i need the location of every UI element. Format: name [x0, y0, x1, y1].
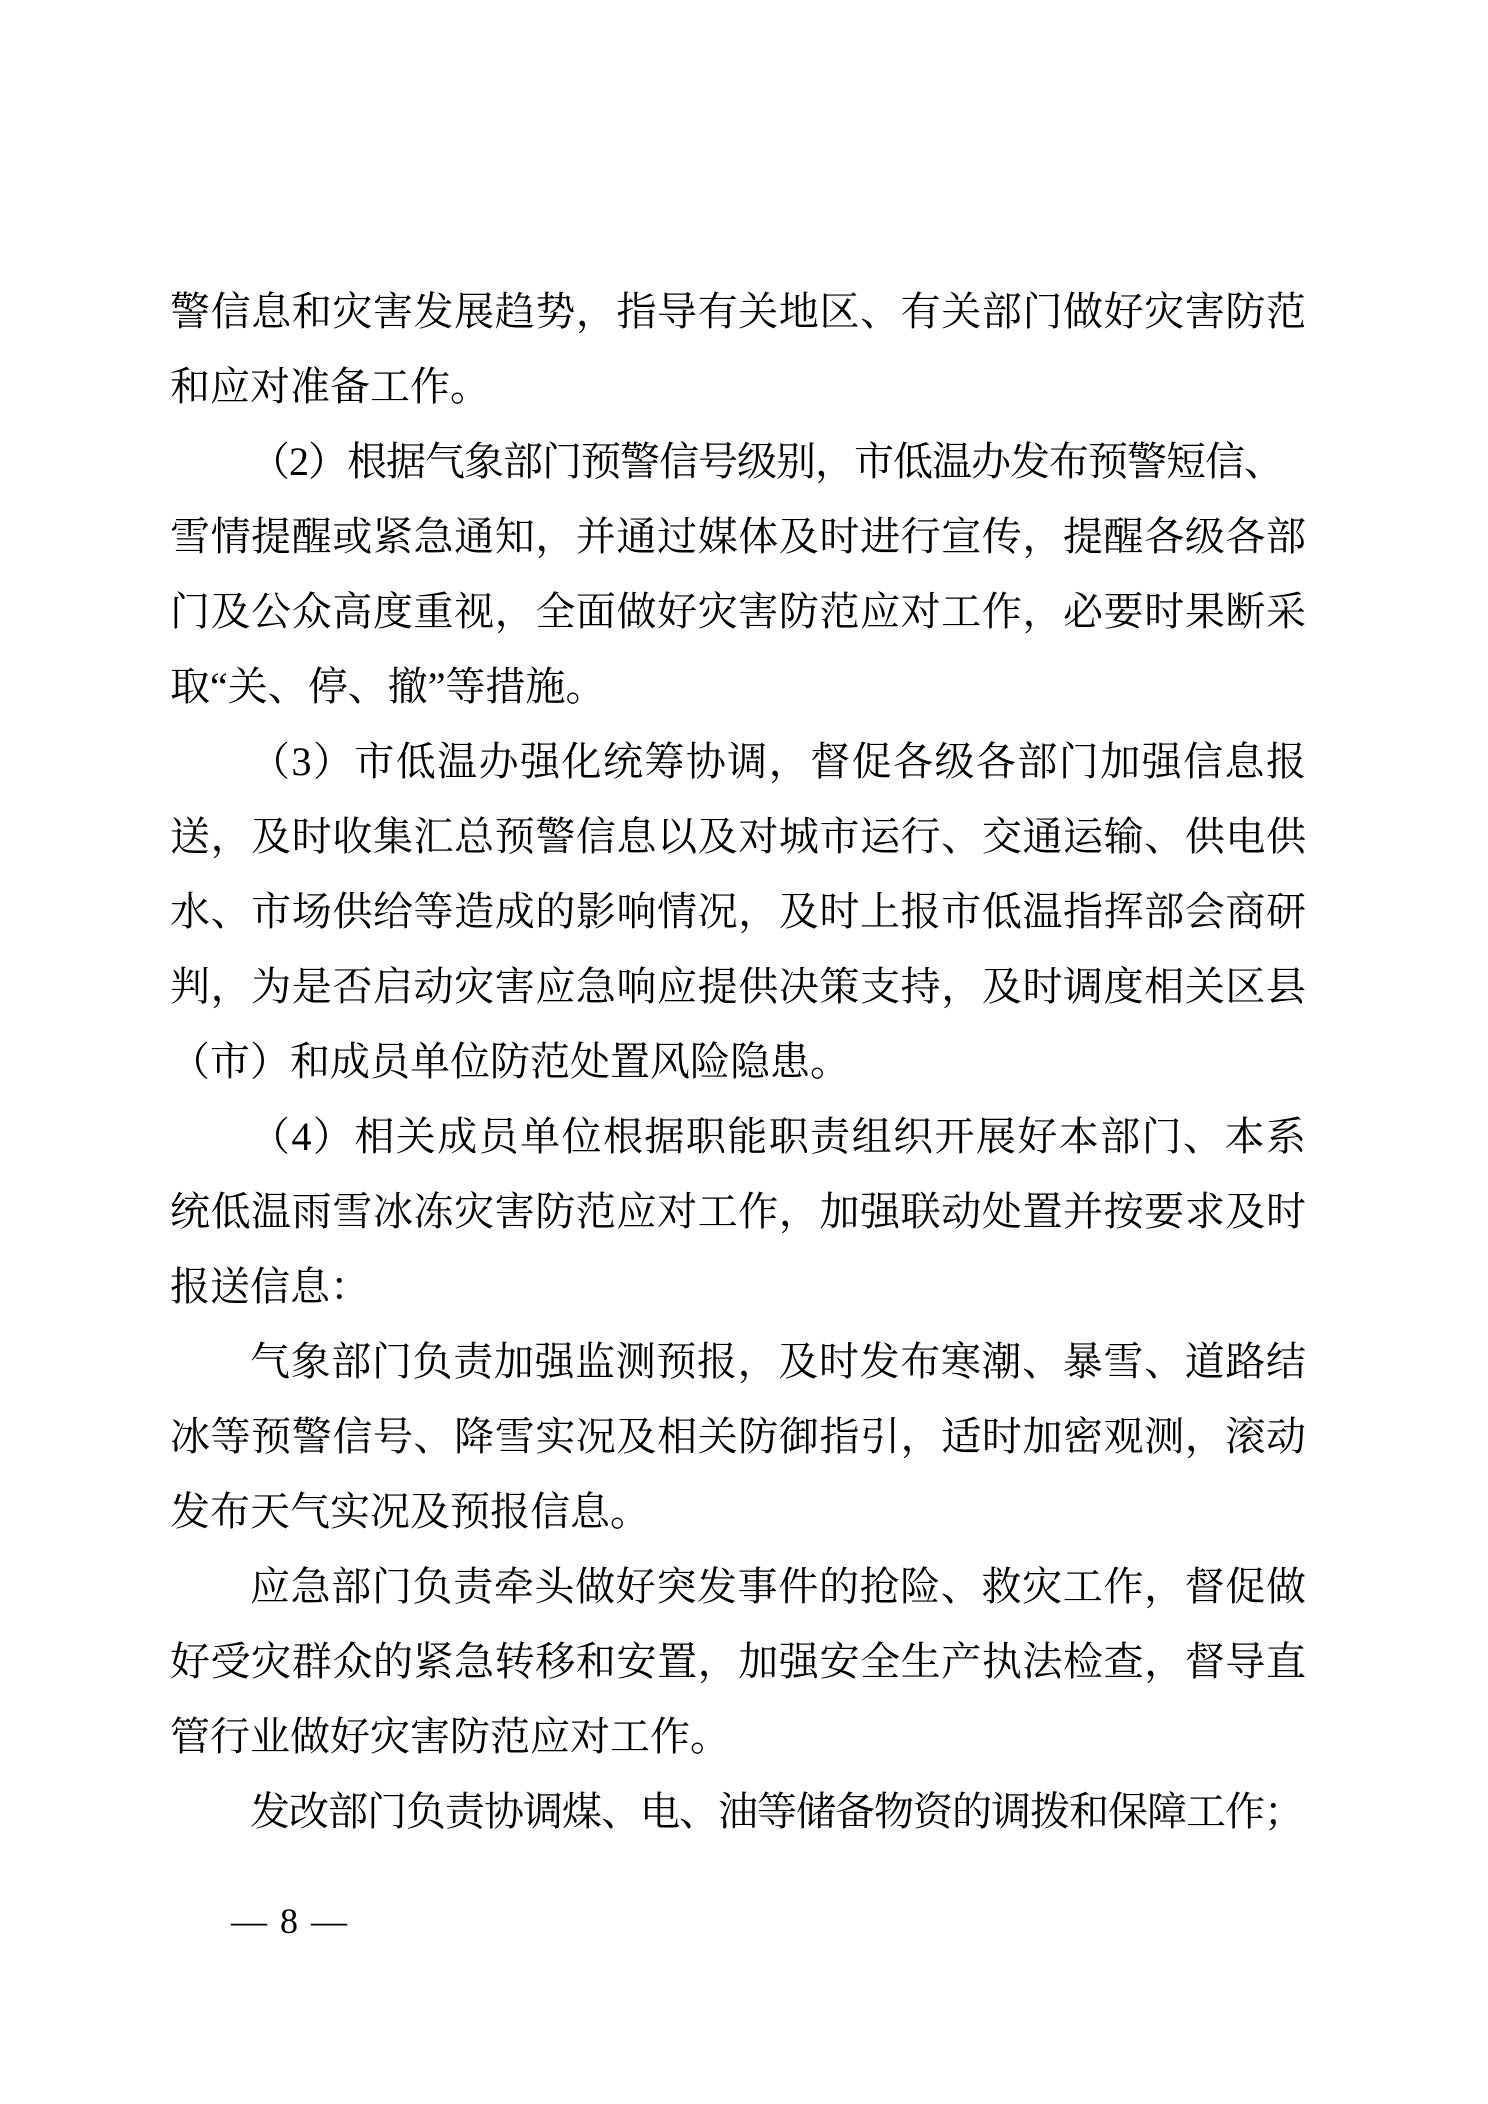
text-line: 取“关、停、撤”等措施。	[170, 664, 606, 709]
text-line: 发布天气实况及预报信息。	[170, 1489, 650, 1534]
text-line: 管行业做好灾害防范应对工作。	[170, 1714, 730, 1759]
text-line: 冰等预警信号、降雪实况及相关防御指引，适时加密观测，滚动	[170, 1414, 1306, 1459]
text-line: （2）根据气象部门预警信号级别，市低温办发布预警短信、	[250, 439, 1283, 484]
text-line: （市）和成员单位防范处置风险隐患。	[170, 1039, 850, 1084]
text-line: 送，及时收集汇总预警信息以及对城市运行、交通运输、供电供	[170, 814, 1306, 859]
text-line: 门及公众高度重视，全面做好灾害防范应对工作，必要时果断采	[170, 589, 1306, 634]
text-line: （3）市低温办强化统筹协调，督促各级各部门加强信息报	[250, 739, 1306, 784]
text-line: 发改部门负责协调煤、电、油等储备物资的调拨和保障工作；	[250, 1789, 1303, 1834]
text-line: 报送信息：	[170, 1264, 370, 1309]
text-line: 警信息和灾害发展趋势，指导有关地区、有关部门做好灾害防范	[170, 289, 1306, 334]
text-line: 水、市场供给等造成的影响情况，及时上报市低温指挥部会商研	[170, 889, 1306, 934]
page-number: — 8 —	[231, 1901, 349, 1941]
text-line: 统低温雨雪冰冻灾害防范应对工作，加强联动处置并按要求及时	[170, 1189, 1306, 1234]
text-line: 应急部门负责牵头做好突发事件的抢险、救灾工作，督促做	[250, 1564, 1306, 1609]
text-line: 好受灾群众的紧急转移和安置，加强安全生产执法检查，督导直	[170, 1639, 1306, 1684]
text-line: 气象部门负责加强监测预报，及时发布寒潮、暴雪、道路结	[250, 1339, 1306, 1384]
text-line: 判，为是否启动灾害应急响应提供决策支持，及时调度相关区县	[170, 964, 1306, 1009]
text-line: 和应对准备工作。	[170, 364, 490, 409]
text-line: （4）相关成员单位根据职能职责组织开展好本部门、本系	[250, 1114, 1306, 1159]
document-body	[170, 274, 1306, 1849]
text-line: 雪情提醒或紧急通知，并通过媒体及时进行宣传，提醒各级各部	[170, 514, 1306, 559]
